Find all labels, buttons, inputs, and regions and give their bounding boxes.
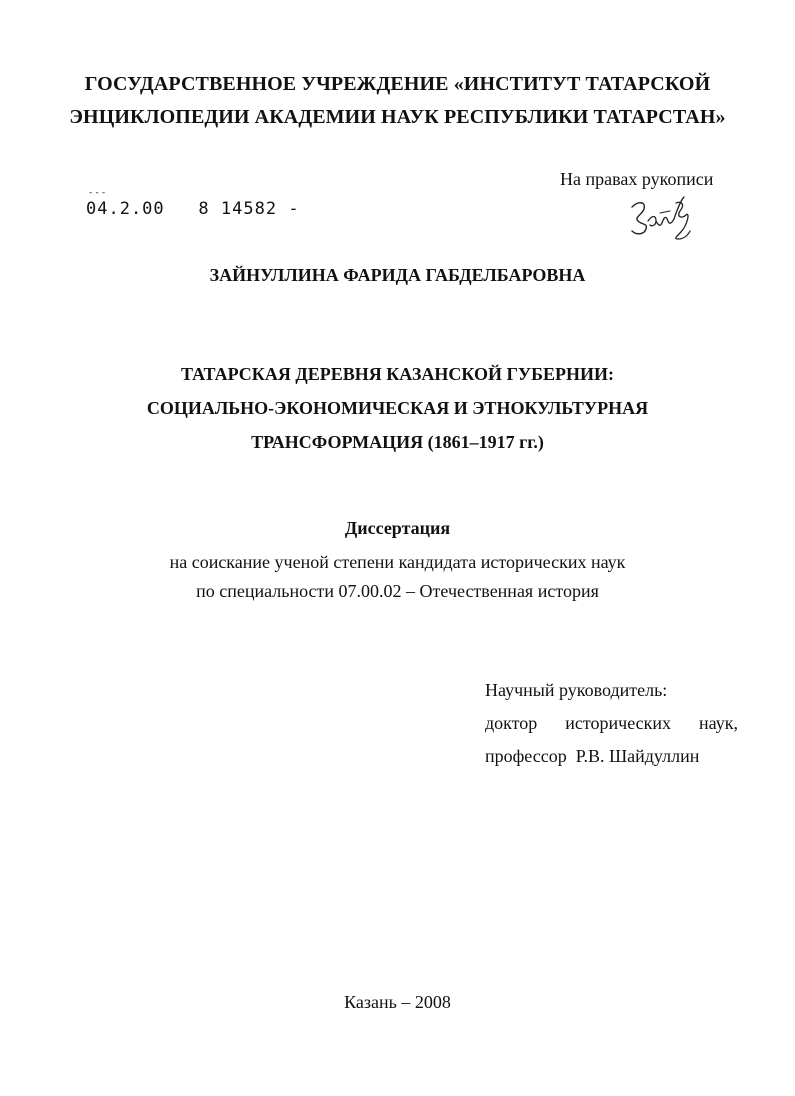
- supervisor-degree-word-2: исторических: [565, 713, 672, 733]
- supervisor-block: [485, 674, 738, 773]
- institution-heading: [0, 68, 795, 134]
- dissertation-title: [0, 357, 795, 459]
- institution-line-1: ГОСУДАРСТВЕННОЕ УЧРЕЖДЕНИЕ «ИНСТИТУТ ТАТАРСКОЙ: [84, 73, 711, 95]
- archive-stamp-prefix: 04.2.00: [86, 199, 165, 219]
- manuscript-note: На правах рукописи: [560, 169, 714, 189]
- degree-line-2: по специальности 07.00.02 – Отечественная история: [196, 581, 599, 601]
- title-line-1: ТАТАРСКАЯ ДЕРЕВНЯ КАЗАНСКОЙ ГУБЕРНИИ:: [180, 364, 615, 384]
- supervisor-degree-word-1: доктор: [485, 713, 538, 733]
- dissertation-heading: Диссертация: [344, 518, 451, 538]
- title-line-2: СОЦИАЛЬНО-ЭКОНОМИЧЕСКАЯ И ЭТНОКУЛЬТУРНАЯ: [146, 398, 649, 418]
- archive-stamp-suffix: -: [288, 199, 300, 219]
- author-name: ЗАЙНУЛЛИНА ФАРИДА ГАБДЕЛБАРОВНА: [209, 265, 586, 285]
- archive-stamp-marks: ---: [88, 188, 108, 198]
- degree-description: [0, 548, 795, 606]
- title-line-3: ТРАНСФОРМАЦИЯ (1861–1917 гг.): [251, 432, 544, 452]
- signature-icon: [624, 193, 694, 243]
- supervisor-name: профессор Р.В. Шайдуллин: [485, 746, 700, 766]
- archive-stamp: [86, 188, 300, 219]
- degree-line-1: на соискание ученой степени кандидата исторических наук: [169, 552, 626, 572]
- archive-stamp-number: 8 14582: [198, 199, 278, 219]
- institution-line-2: ЭНЦИКЛОПЕДИИ АКАДЕМИИ НАУК РЕСПУБЛИКИ ТАТАРСТАН»: [69, 106, 726, 128]
- city-year: Казань – 2008: [344, 992, 451, 1012]
- supervisor-degree: [485, 707, 738, 740]
- supervisor-label: Научный руководитель:: [485, 680, 668, 700]
- supervisor-degree-word-3: наук,: [699, 713, 738, 733]
